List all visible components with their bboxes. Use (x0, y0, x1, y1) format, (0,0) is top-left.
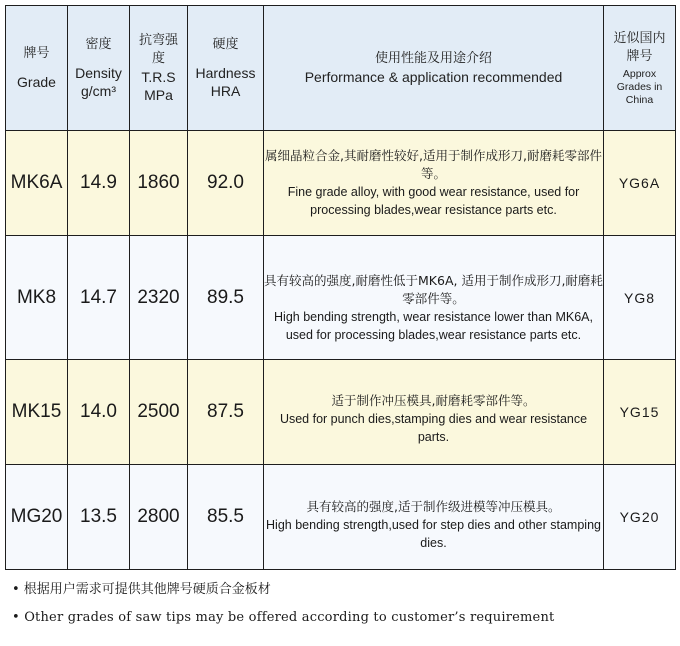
header-density-en: Density (75, 65, 122, 81)
description-zh: 具有较高的强度,耐磨性低于MK6A, 适用于制作成形刀,耐磨耗零部件等。 (264, 272, 603, 306)
header-density (68, 6, 130, 131)
description-en: Fine grade alloy, with good wear resistance, used for processing blades,wear resistance parts etc. (287, 185, 580, 217)
grade-cell: MK6A (6, 131, 68, 236)
description-en: Used for punch dies,stamping dies and wear resistance parts. (279, 412, 588, 444)
grade-cell: MG20 (6, 465, 68, 570)
table-row (6, 131, 676, 236)
description-zh: 适于制作冲压模具,耐磨耗零部件等。 (331, 393, 536, 408)
trs-cell: 1860 (130, 131, 188, 236)
header-china-zh: 近似国内牌号 (613, 30, 666, 64)
footnote-zh: • 根据用户需求可提供其他牌号硬质合金板材 (12, 582, 271, 597)
header-hardness (188, 6, 264, 131)
trs-cell: 2320 (130, 236, 188, 360)
header-china (604, 6, 676, 131)
header-grade (6, 6, 68, 131)
header-china-en: Approx Grades in China (616, 67, 663, 106)
header-hardness-unit: HRA (210, 83, 241, 99)
header-performance-zh: 使用性能及用途介绍 (374, 51, 492, 66)
hardness-cell: 92.0 (188, 131, 264, 236)
description-cell (264, 236, 604, 360)
trs-cell: 2800 (130, 465, 188, 570)
header-trs (130, 6, 188, 131)
china-grade-cell: YG6A (604, 131, 676, 236)
header-grade-en: Grade (17, 74, 56, 90)
density-cell: 14.9 (68, 131, 130, 236)
hardness-cell: 87.5 (188, 360, 264, 465)
density-cell: 13.5 (68, 465, 130, 570)
description-en: High bending strength, wear resistance lower than MK6A, used for processing blades,wear resistance parts etc. (274, 309, 593, 342)
header-hardness-zh: 硬度 (212, 37, 239, 52)
description-zh: 具有较高的强度,适于制作级进模等冲压模具。 (306, 499, 561, 514)
header-performance-en: Performance & application recommended (304, 69, 563, 85)
china-grade-cell: YG8 (604, 236, 676, 360)
description-cell (264, 131, 604, 236)
header-hardness-en: Hardness (195, 65, 256, 81)
header-trs-zh: 抗弯强度 (138, 33, 178, 66)
grade-cell: MK15 (6, 360, 68, 465)
grade-cell: MK8 (6, 236, 68, 360)
header-trs-en: T.R.S (141, 69, 176, 85)
header-trs-unit: MPa (144, 87, 173, 103)
table-row (6, 360, 676, 465)
description-zh: 属细晶粒合金,其耐磨性较好,适用于制作成形刀,耐磨耗零部件等。 (265, 148, 602, 181)
china-grade-cell: YG20 (604, 465, 676, 570)
trs-cell: 2500 (130, 360, 188, 465)
description-en: High bending strength,used for step dies and other stamping dies. (266, 518, 601, 550)
description-cell (264, 360, 604, 465)
header-row (6, 6, 676, 131)
density-cell: 14.7 (68, 236, 130, 360)
density-cell: 14.0 (68, 360, 130, 465)
grades-table (5, 5, 676, 570)
header-density-unit: g/cm³ (81, 83, 116, 99)
table-row (6, 236, 676, 360)
header-performance (264, 6, 604, 131)
hardness-cell: 85.5 (188, 465, 264, 570)
header-grade-zh: 牌号 (23, 46, 50, 61)
footnote-en: • Other grades of saw tips may be offered according to customer’s requirement (12, 610, 555, 625)
china-grade-cell: YG15 (604, 360, 676, 465)
footnotes (12, 576, 672, 632)
description-cell (264, 465, 604, 570)
header-density-zh: 密度 (85, 37, 112, 52)
hardness-cell: 89.5 (188, 236, 264, 360)
table-row (6, 465, 676, 570)
